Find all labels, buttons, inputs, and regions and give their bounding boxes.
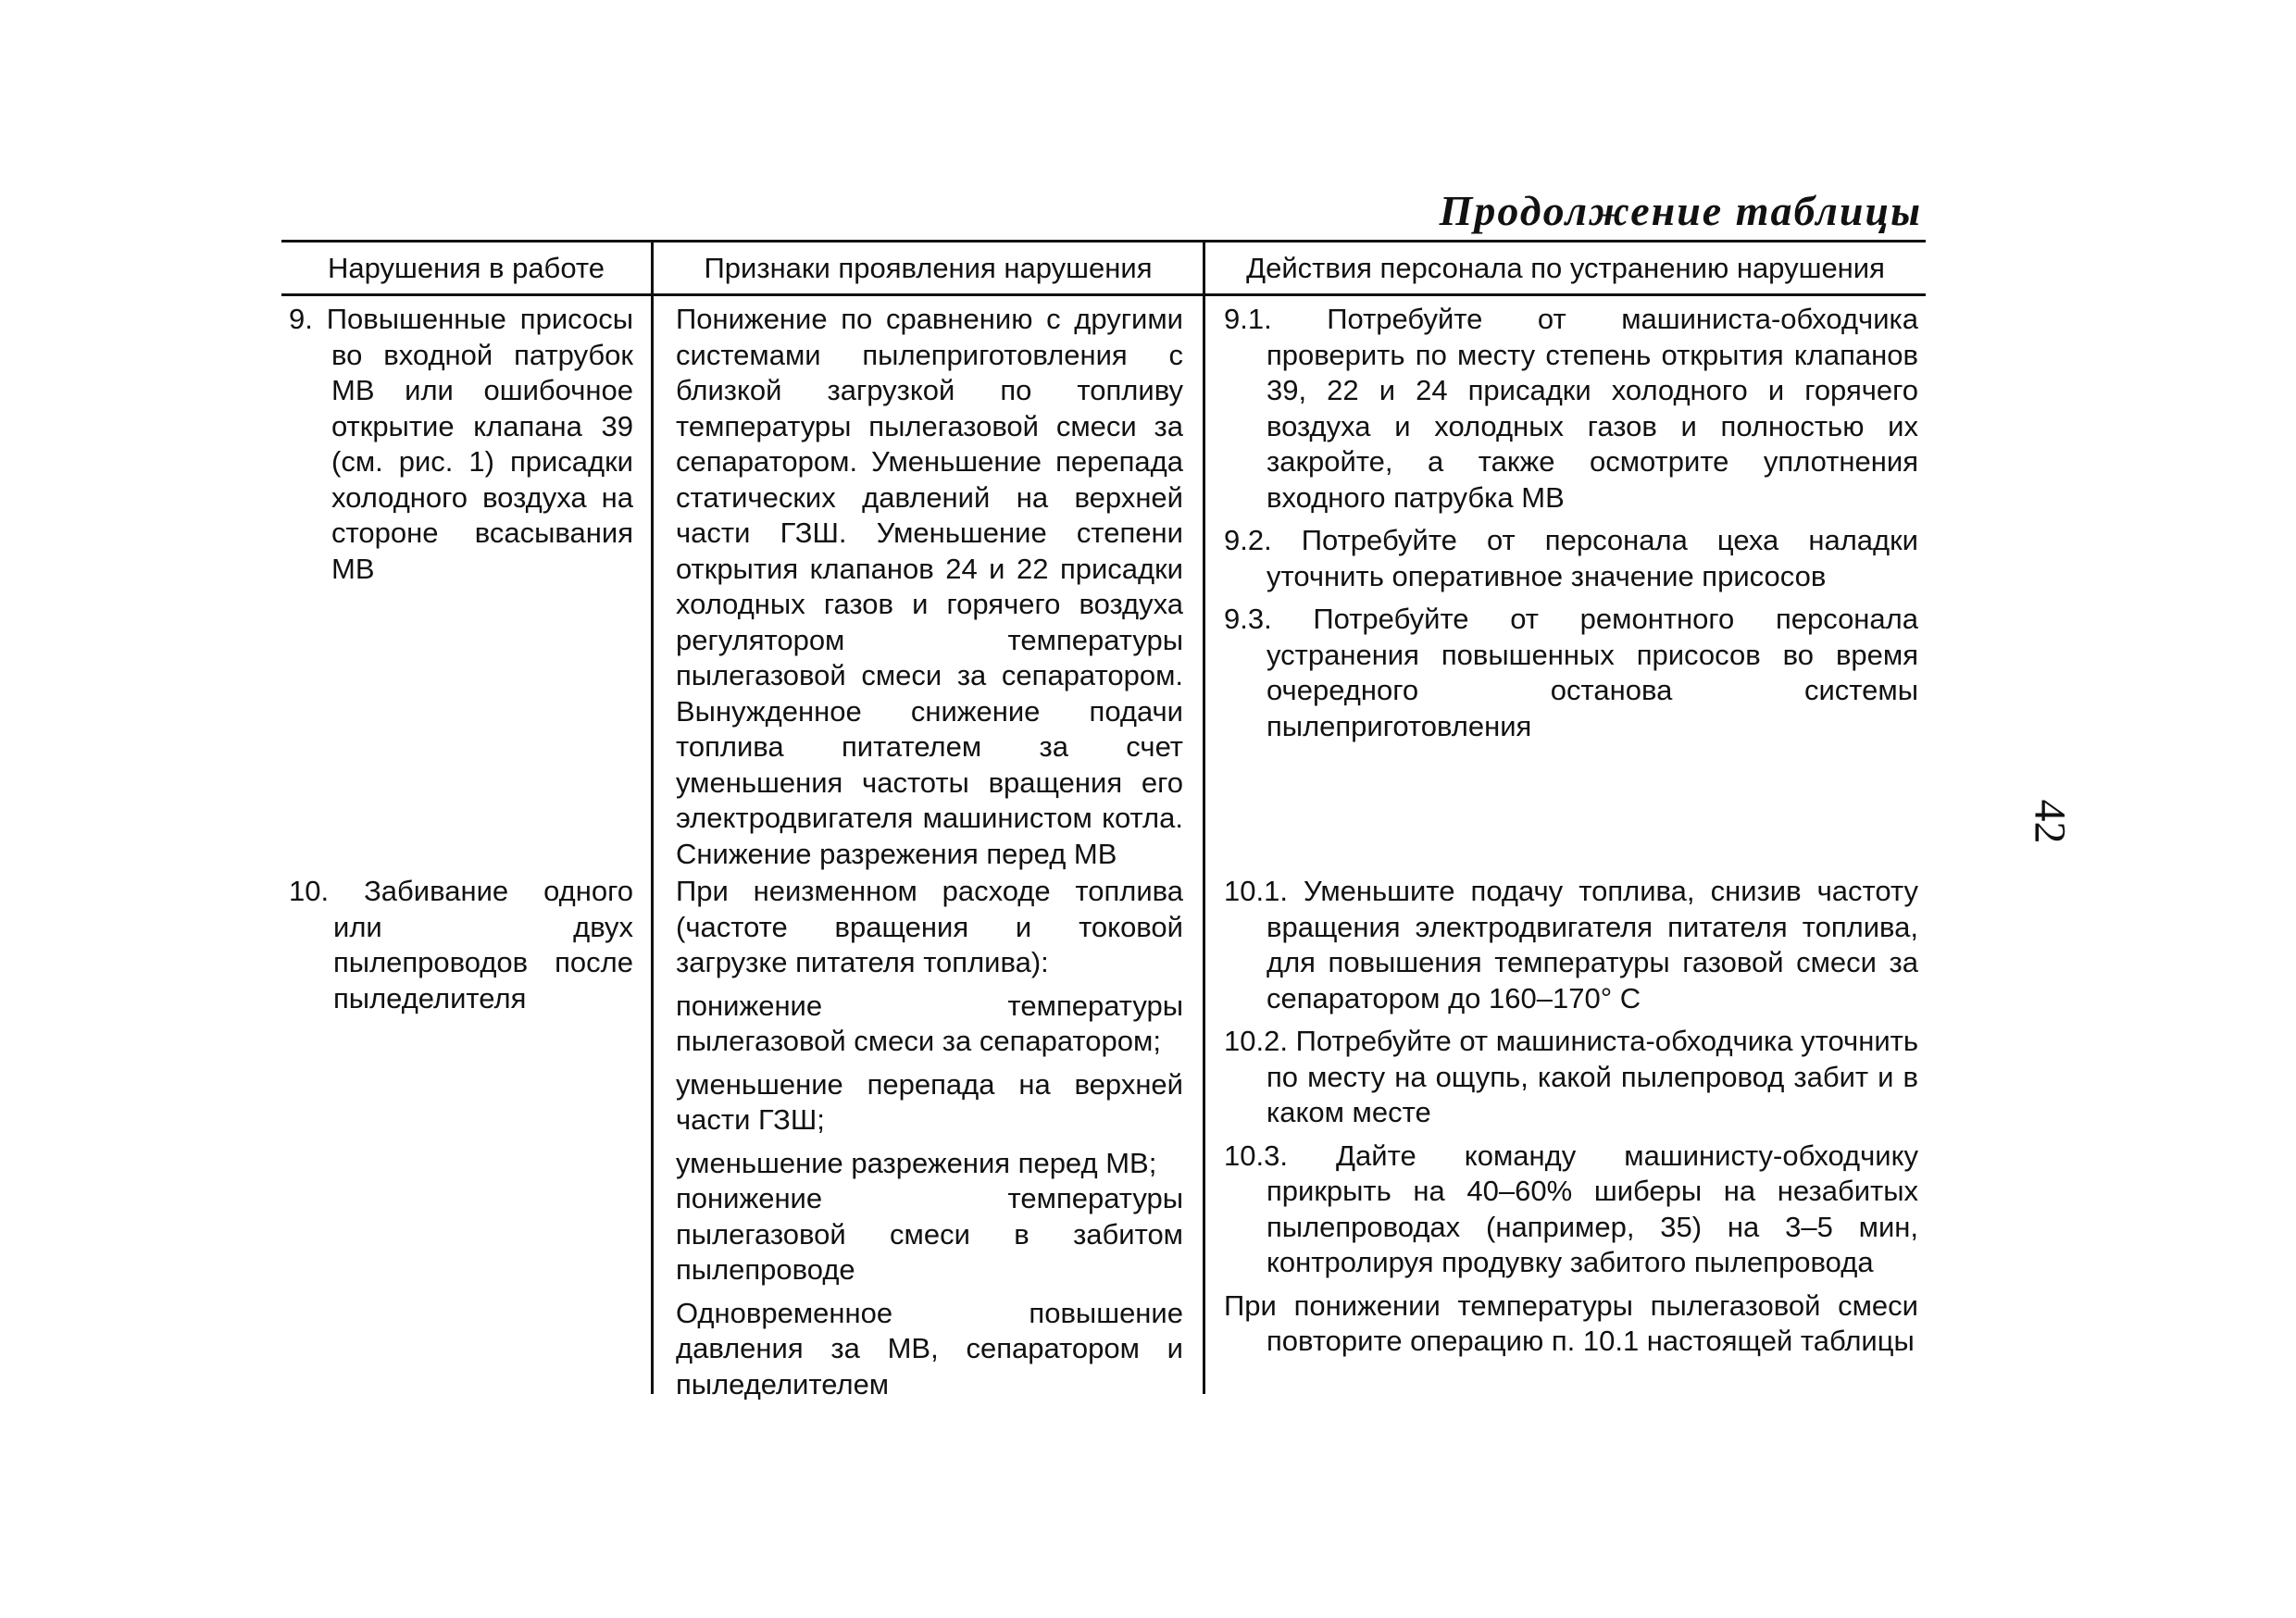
table-row-9-symptoms — [676, 302, 1183, 872]
column-divider-2 — [1203, 240, 1205, 1394]
action-9-3: 9.3. Потребуйте от ремонтного персонала устранения повышенных присосов во время очередного останова системы пылеприготовления — [1224, 603, 1918, 742]
symptom-10-item: уменьшение перепада на верхней части ГЗШ; — [676, 1067, 1183, 1136]
action-9-2: 9.2. Потребуйте от персонала цеха наладки уточнить оперативное значение присосов — [1224, 524, 1918, 592]
fault-10-text: 10. Забивание одного или двух пылепроводов после пыледелителя — [289, 875, 633, 1014]
symptom-10-item: понижение температуры пылегазовой смеси за сепаратором; — [676, 989, 1183, 1057]
symptom-10-intro: При неизменном расходе топлива (частоте вращения и токовой загрузке питателя топлива): — [676, 875, 1183, 978]
fault-9-text: 9. Повышенные присосы во входной патрубок МВ или ошибочное открытие клапана 39 (см. рис. 1) присадки холодного воздуха на стороне всасывания МВ — [289, 303, 633, 585]
symptom-10-item: понижение температуры пылегазовой смеси в забитом пылепроводе — [676, 1182, 1183, 1286]
header-actions: Действия персонала по устранению нарушения — [1246, 252, 1885, 284]
table-row-10-fault — [289, 874, 633, 1016]
column-divider-1 — [651, 240, 654, 1394]
symptom-10-item: уменьшение разрежения перед МВ; — [676, 1146, 1157, 1179]
symptom-10-pressure: Одновременное повышение давления за МВ, сепаратором и пыледелителем — [676, 1296, 1183, 1400]
table-row-10-actions — [1224, 874, 1918, 1360]
symptom-9-text: Понижение по сравнению с другими системами пылеприготовления с близкой загрузкой по топливу температуры пылегазовой смеси за сепаратором. Уменьшение перепада статических давлений на верхней части ГЗШ. Уменьшение степени открытия клапанов 24 и 22 присадки холодных газов и горячего воздуха регулятором температуры пылегазовой смеси за сепаратором. Вынужденное снижение подачи топлива питателем за счет уменьшения частоты вращения его электродвигателя машинистом котла. Снижение разрежения перед МВ — [676, 303, 1183, 870]
table-caption: Продолжение таблицы — [1439, 187, 1922, 234]
table-row-10-symptoms — [676, 874, 1183, 1402]
action-10-1: 10.1. Уменьшите подачу топлива, снизив частоту вращения электродвигателя питателя топлива, для повышения температуры газовой смеси за сепаратором до 160–170° С — [1224, 875, 1918, 1014]
page-number: 42 — [2025, 799, 2075, 844]
action-10-note: При понижении температуры пылегазовой смеси повторите операцию п. 10.1 настоящей таблицы — [1224, 1288, 1918, 1357]
table-row-9-actions — [1224, 302, 1918, 744]
header-symptoms: Признаки проявления нарушения — [704, 252, 1153, 284]
action-9-1: 9.1. Потребуйте от машиниста-обходчика проверить по месту степень открытия клапанов 39, 22 и 24 присадки холодного и горячего воздуха и холодных газов и полностью их закройте, а также осмотрите уплотнения входного патрубка МВ — [1224, 303, 1918, 514]
header-fault: Нарушения в работе — [328, 252, 605, 284]
action-10-3: 10.3. Дайте команду машинисту-обходчику прикрыть на 40–60% шиберы на незабитых пылепроводах (например, 35) на 3–5 мин, контролируя продувку забитого пылепровода — [1224, 1139, 1918, 1278]
action-10-2: 10.2. Потребуйте от машиниста-обходчика уточнить по месту на ощупь, какой пылепровод забит и в каком месте — [1224, 1025, 1918, 1128]
table-row-9-fault — [289, 302, 633, 587]
